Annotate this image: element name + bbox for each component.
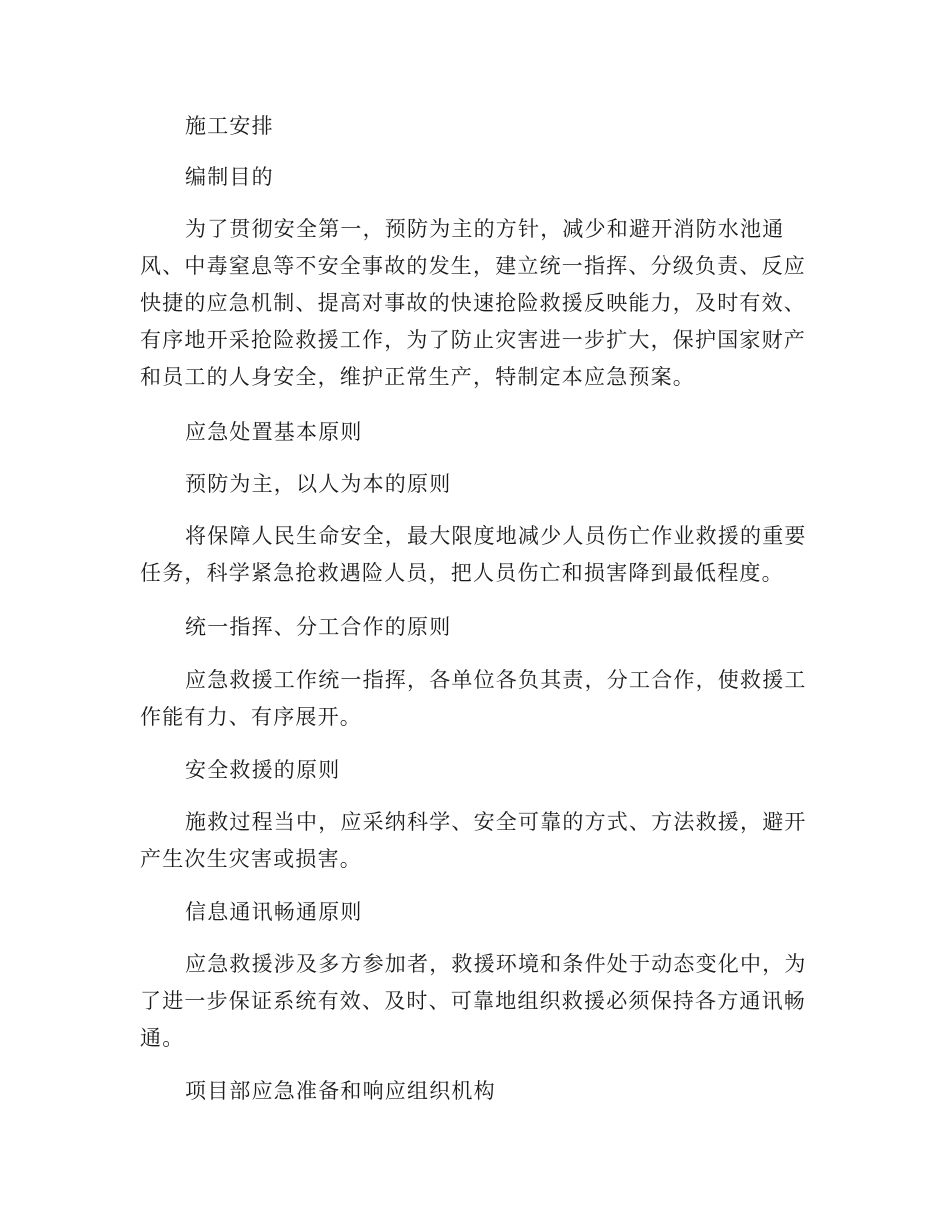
- principle3-paragraph: [140, 804, 807, 878]
- paragraph-line: 风、中毒窒息等不安全事故的发生，建立统一指挥、分级负责、反应: [140, 254, 806, 278]
- paragraph-line: 快捷的应急机制、提高对事故的快速抢险救援反映能力，及时有效、: [140, 291, 806, 315]
- principle2-heading: 统一指挥、分工合作的原则: [185, 615, 452, 639]
- paragraph-line: 任务，科学紧急抢救遇险人员，把人员伤亡和损害降到最低程度。: [140, 561, 784, 585]
- principle1-heading: 预防为主，以人为本的原则: [185, 472, 452, 496]
- principle2-paragraph: [140, 662, 807, 736]
- purpose-heading: 编制目的: [185, 165, 274, 189]
- principle4-paragraph: [140, 946, 807, 1057]
- section-title: 施工安排: [185, 114, 274, 138]
- principle1-paragraph: [140, 518, 807, 592]
- paragraph-line: 和员工的人身安全，维护正常生产，特制定本应急预案。: [140, 365, 695, 389]
- paragraph-line: 为了贯彻安全第一，预防为主的方针，减少和避开消防水池通: [185, 217, 785, 241]
- paragraph-line: 通。: [140, 1026, 185, 1050]
- paragraph-line: 有序地开采抢险救援工作，为了防止灾害进一步扩大，保护国家财产: [140, 328, 806, 352]
- principles-heading: 应急处置基本原则: [185, 420, 363, 444]
- paragraph-line: 产生次生灾害或损害。: [140, 847, 362, 871]
- purpose-paragraph: [140, 211, 806, 396]
- paragraph-line: 了进一步保证系统有效、及时、可靠地组织救援必须保持各方通讯畅: [140, 989, 806, 1013]
- paragraph-line: 将保障人民生命安全，最大限度地减少人员伤亡作业救援的重要: [185, 524, 807, 548]
- principle3-heading: 安全救援的原则: [185, 758, 341, 782]
- org-heading: 项目部应急准备和响应组织机构: [185, 1079, 496, 1103]
- paragraph-line: 作能有力、有序展开。: [140, 705, 362, 729]
- paragraph-line: 施救过程当中，应采纳科学、安全可靠的方式、方法救援，避开: [185, 810, 807, 834]
- paragraph-line: 应急救援涉及多方参加者，救援环境和条件处于动态变化中，为: [185, 952, 807, 976]
- paragraph-line: 应急救援工作统一指挥，各单位各负其责，分工合作，使救援工: [185, 668, 807, 692]
- principle4-heading: 信息通讯畅通原则: [185, 900, 363, 924]
